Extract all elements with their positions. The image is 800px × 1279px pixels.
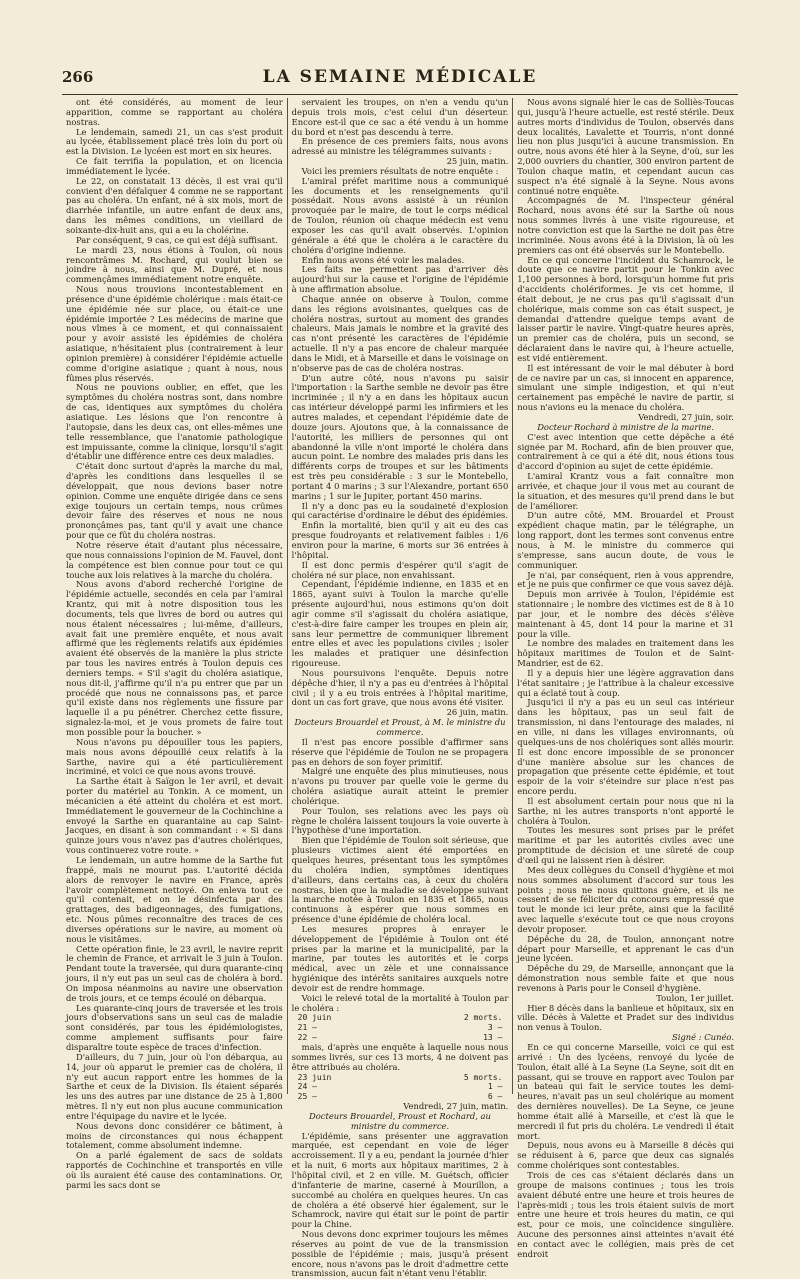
table-cell-date: 22 —	[297, 1033, 317, 1043]
paragraph: Les faits ne permettent pas d'arriver dès aujourd'hui sur la cause et l'origine de l'épidémie à une affirmation absolue.	[291, 264, 509, 295]
paragraph: Trois de ces cas s'étaient déclarés dans un groupe de maisons continues ; tous les trois avaient débuté entre une heure et trois heures de l'après-midi ; tous les trois étaient suivis de mort entre une heure et trois heures du matin, ce qui est, pour ce mois, une coïncidence singulière. Aucune des personnes ainsi atteintes n'avait été en contact avec le collégien, mais près de cet endroit	[517, 1169, 734, 1259]
table-cell-date: 25 —	[297, 1092, 317, 1102]
paragraph: Nous avons d'abord recherché l'origine de l'épidémie actuelle, secondés en cela par l'amiral Krantz, qui mit à notre disposition tous les documents, tels que livres de bord ou autres qui nous étaient nécessaires ; lui-même, d'ailleurs, avait fait une première enquête, et nous avait affirmé que les règlements relatifs aux épidémies avaient été observés de la manière la plus stricte par tous les navires entrés à Toulon depuis ces derniers temps. « S'il s'agit du choléra asiatique, nous dit-il, j'affirme qu'il n'a pu entrer que par un procédé que nous ne connaissons pas, et parce qu'il existe dans nos règlements une fissure par laquelle il a pu pénétrer. Cherchez cette fissure, signalez-la-moi, et je vous promets de faire tout mon possible pour la boucher. »	[66, 579, 283, 737]
paragraph: D'un autre côté, MM. Brouardel et Proust expédient chaque matin, par le télégraphe, un long rapport, dont les termes sont convenus entre nous, à M. le ministre du commerce qui s'empresse, sans aucun doute, de vous le communiquer.	[517, 510, 734, 570]
paragraph: La Sarthe était à Saïgon le 1er avril, et devait porter du matériel au Tonkin. A ce moment, un mécanicien a été atteint du choléra et est mort. Immédiatement le gouverneur de la Cochinchine a envoyé la Sarthe en quarantaine au cap Saint-Jacques, en disant à son commandant : « Si dans quinze jours vous n'avez pas d'autres cholériques, vous continuerez votre route. »	[66, 776, 283, 856]
paragraph: Il n'est pas encore possible d'affirmer sans réserve que l'épidémie de Toulon ne se propagera pas en dehors de son foyer primitif.	[291, 736, 509, 767]
table-row	[292, 1073, 509, 1083]
paragraph: Accompagnés de M. l'inspecteur général Rochard, nous avons été sur la Sarthe où nous nous sommes livrés à une visite rigoureuse, et notre conviction est que la Sarthe ne doit pas être incriminée. Nous avons été à la Division, là où les premiers cas ont été observés sur le Montebello.	[517, 195, 734, 255]
header-rule	[62, 94, 738, 95]
paragraph: Nous ne pouvions oublier, en effet, que les symptômes du choléra nostras sont, dans nombre de cas, identiques aux symptômes du choléra asiatique. Les lésions que l'on rencontre à l'autopsie, dans les deux cas, ont elles-mêmes une telle ressemblance, que l'anatomie pathologique est impuissante, comme la clinique, lorsqu'il s'agit d'établir une différence entre ces deux maladies.	[66, 382, 283, 462]
paragraph: Dépêche du 28, de Toulon, annonçant notre départ pour Marseille, et apprenant le cas d'un jeune lycéen.	[517, 933, 734, 964]
paragraph: Le mardi 23, nous étions à Toulon, où nous rencontrâmes M. Rochard, qui voulut bien se joindre à nous, ainsi que M. Dupré, et nous commençâmes immédiatement notre enquête.	[66, 244, 283, 285]
signature: Signé : Cunéo.	[672, 1032, 734, 1043]
paragraph: Il est donc permis d'espérer qu'il s'agit de choléra né sur place, non envahissant.	[291, 559, 509, 580]
dispatch-heading: Docteurs Brouardel et Proust, à M. le ministre du commerce.	[294, 717, 506, 737]
paragraph: Nous nous trouvions incontestablement en présence d'une épidémie cholérique : mais était-ce une épidémie née sur place, ou était-ce une épidémie importée ? Les médecins de marine que nous vîmes à ce moment, et qui connaissaient pour y avoir assisté les épidémies de choléra asiatique, n'hésitaient plus (contrairement à leur opinion première) à considérer l'épidémie actuelle comme d'origine asiatique ; quant à nous, nous fûmes plus réservés.	[66, 284, 283, 383]
paragraph: Nous devons donc considérer ce bâtiment, à moins de circonstances qui nous échappent totalement, comme absolument indemne.	[66, 1120, 283, 1151]
paragraph: Mes deux collègues du Conseil d'hygiène et moi nous sommes absolument d'accord sur tous les points ; nous ne nous quittons guère, et ils ne cessent de se féliciter du concours empressé que tout le monde ici leur prête, ainsi que la facilité avec laquelle s'exécute tout ce que nous croyons devoir proposer.	[517, 864, 734, 934]
paragraph: Nous devons donc exprimer toujours les mêmes réserves au point de vue de la transmission possible de l'épidémie ; mais, jusqu'à présent encore, nous n'avons pas le droit d'admettre cette transmission, aucun fait n'étant venu l'établir.	[291, 1229, 509, 1279]
paragraph: Hier 8 décès dans la banlieue et hôpitaux, six en ville. Décès à Valette et Pradet sur des individus non venus à Toulon.	[517, 1002, 734, 1033]
dispatch-date: Vendredi, 27 juin, matin.	[403, 1101, 509, 1112]
paragraph: mais, d'après une enquête à laquelle nous nous sommes livrés, sur ces 13 morts, 4 ne doivent pas être attribués au choléra.	[291, 1042, 509, 1072]
paragraph: Ce fait terrifia la population, et on licencia immédiatement le lycée.	[66, 156, 283, 176]
table-cell-count: 1 —	[487, 1082, 503, 1092]
paragraph: Cette opération finie, le 23 avril, le navire reprit le chemin de France, et arrivait le 3 juin à Toulon. Pendant toute la traversée, qui dura quarante-cinq jours, il n'y eut pas un seul cas de choléra à bord. On imposa néanmoins au navire une observation de trois jours, et ce temps écoulé on débarqua.	[66, 943, 283, 1003]
table-row	[292, 1013, 509, 1023]
paragraph: Toutes les mesures sont prises par le préfet maritime et par les autorités civiles avec une promptitude de décision et une sûreté de coup d'œil qui ne laissent rien à désirer.	[517, 825, 734, 865]
article-columns	[62, 97, 738, 1279]
paragraph: Les mesures propres à enrayer le développement de l'épidémie à Toulon ont été prises par la marine et la municipalité, par la marine, par toutes les autorités et le corps médical, avec un zèle et une connaissance hygiénique des intérêts sanitaires auxquels notre devoir est de rendre hommage.	[291, 923, 509, 993]
paragraph: L'épidémie, sans présenter une aggravation marquée, est cependant en voie de léger accroissement. Il y a eu, pendant la journée d'hier et la nuit, 6 morts aux hôpitaux maritimes, 2 à l'hôpital civil, et 2 en ville. M. Guétsch, officier d'infanterie de marine, caserné à Mourillon, a succombé au choléra en quelques heures. Un cas de choléra a été observé hier également, sur le Schamrock, navire qui était sur le point de partir pour la Chine.	[291, 1130, 509, 1230]
paragraph: Nous n'avons pu dépouiller tous les papiers, mais nous avons dépouillé ceux relatifs à la Sarthe, navire qui a été particulièrement incriminé, et voici ce que nous avons trouvé.	[66, 736, 283, 777]
paragraph: C'était donc surtout d'après la marche du mal, d'après les conditions dans lesquelles il se développait, que nous devions baser notre opinion. Comme une enquête dirigée dans ce sens exige toujours un certain temps, nous crûmes devoir faire des réserves et nous ne nous prononçâmes pas, tant qu'il y avait une chance pour que ce fût du choléra nostras.	[66, 461, 283, 541]
paragraph: Le lendemain, un autre homme de la Sarthe fut frappé, mais ne mourut pas. L'autorité décida alors de renvoyer le navire en France, après l'avoir complètement nettoyé. On enleva tout ce qu'il contenait, et on le désinfecta par des grattages, des badigeonnages, des fumigations, etc. Nous pûmes reconnaître des traces de ces diverses opérations sur le navire, au moment où nous le visitâmes.	[66, 854, 283, 944]
paragraph: L'amiral Krantz vous a fait connaître mon arrivée, et chaque jour il vous met au courant de la situation, et des mesures qu'il prend dans le but de l'améliorer.	[517, 471, 734, 511]
table-cell-count: 2 morts.	[463, 1013, 503, 1023]
paragraph: Le nombre des malades en traitement dans les hôpitaux maritimes de Toulon et de Saint-Mandrier, est de 62.	[517, 638, 734, 669]
paragraph: En présence de ces premiers faits, nous avons adressé au ministre les télégrammes suivants :	[291, 136, 509, 157]
paragraph: Pour Toulon, ses relations avec les pays où règne le choléra laissent toujours la voie ouverte à l'hypothèse d'une importation.	[291, 805, 509, 836]
paragraph: Enfin nous avons été voir les malades.	[301, 254, 465, 265]
table-cell-count: 6 —	[487, 1092, 503, 1102]
dispatch-date: Vendredi, 27 juin, soir.	[638, 412, 734, 422]
paragraph: D'un autre côté, nous n'avons pu saisir l'importation : la Sarthe semble ne devoir pas être incriminée ; il n'y a en dans les hôpitaux aucun cas intérieur développé parmi les infirmiers et les autres malades, et cependant l'épidémie date de douze jours. Ajoutons que, à la connaissance de l'autorité, les milliers de personnes qui ont abandonné la ville n'ont importé le choléra dans aucun point. Le nombre des malades pris dans les différents corps de troupes et sur les bâtiments est très peu considérable : 3 sur le Montebello, portant 4 0 marins ; 3 sur l'Alexandre, portant 650 marins ; 1 sur le Jupiter, portant 450 marins.	[291, 372, 509, 501]
paragraph: Le lendemain, samedi 21, un cas s'est produit au lycée, établissement placé très loin du port où est la Division. Le lycéen est mort en six heures.	[66, 126, 283, 157]
paragraph: Nous avons signalé hier le cas de Solliès-Toucas qui, jusqu'à l'heure actuelle, est resté stérile. Deux autres morts d'individus de Toulon, observés dans deux localités, Lavalette et Tourris, n'ont donné lieu non plus jusqu'ici à aucune transmission. En outre, nous avons été hier à la Seyne, d'où, sur les 2,000 ouvriers du chantier, 300 environ partent de Toulon chaque matin, et cependant aucun cas suspect n'a été signalé à la Seyne. Nous avons continué notre enquête.	[517, 97, 734, 196]
paragraph: Enfin la mortalité, bien qu'il y ait eu des cas presque foudroyants et relativement faibles : 1/6 environ pour la marine, 6 morts sur 36 entrées à l'hôpital.	[291, 520, 509, 560]
table-cell-count: 5 morts.	[463, 1072, 503, 1082]
dispatch-date: 26 juin, matin.	[446, 707, 509, 718]
paragraph: Les quarante-cinq jours de traversée et les trois jours d'observations sans un seul cas de maladie sont considérés, par tous les épidémiologistes, comme amplement suffisants pour faire disparaître toute espèce de traces d'infection.	[66, 1002, 283, 1052]
paragraph: Chaque année on observe à Toulon, comme dans les régions avoisinantes, quelques cas de choléra nostras, surtout au moment des grandes chaleurs. Mais jamais le nombre et la gravité des cas n'ont présenté les caractères de l'épidémie actuelle. Il n'y a pas encore de chaleur marquée dans le Midi, et à Marseille et dans le voisinage on n'observe pas de cas de choléra nostras.	[291, 293, 509, 373]
paragraph: Malgré une enquête des plus minutieuses, nous n'avons pu trouver par quelle voie le germe du choléra asiatique aurait atteint le premier cholérique.	[291, 766, 509, 806]
table-cell-date: 20 juin	[297, 1013, 332, 1023]
paragraph: Jusqu'ici il n'y a pas eu un seul cas intérieur dans les hôpitaux, pas un seul fait de transmission, ni dans l'entourage des malades, ni en ville, ni dans les villages environnants, où quelques-uns de nos cholériques sont allés mourir. Il est donc encore impossible de se prononcer d'une manière absolue sur les chances de propagation que présente cette épidémie, et tout espoir de la voir s'éteindre sur place n'est pas encore perdu.	[517, 697, 734, 797]
column-3	[513, 97, 738, 1259]
paragraph: Bien que l'épidémie de Toulon soit sérieuse, que plusieurs victimes aient été emportées en quelques heures, présentant tous les symptômes du choléra indien, symptômes identiques d'ailleurs, dans certains cas, à ceux du choléra nostras, bien que la maladie se développe suivant la marche notée à Toulon en 1835 et 1865, nous continuons à espérer que nous sommes en présence d'une épidémie de choléra local.	[291, 835, 509, 925]
paragraph: Cependant, l'épidémie indienne, en 1835 et en 1865, ayant suivi à Toulon la marche qu'elle présente aujourd'hui, nous estimons qu'on doit agir comme s'il s'agissait du choléra asiatique, c'est-à-dire faire camper les troupes en plein air, sans leur permettre de communiquer librement entre elles et avec les populations civiles ; isoler les malades et pratiquer une désinfection rigoureuse.	[291, 579, 509, 669]
table-row	[292, 1082, 509, 1092]
table-cell-count: 13 —	[483, 1033, 503, 1043]
dispatch-heading: Docteur Rochard à ministre de la marine.	[537, 421, 715, 432]
page-number: 266	[62, 68, 94, 86]
column-2	[288, 97, 513, 1279]
journal-title: LA SEMAINE MÉDICALE	[262, 67, 538, 87]
paragraph: On a parlé également de sacs de soldats rapportés de Cochinchine et transportés en ville où ils auraient été cause des contaminations. Or, parmi les sacs dont se	[66, 1150, 283, 1190]
paragraph: Depuis, nous avons eu à Marseille 8 décès qui se réduisent à 6, parce que deux cas signalés comme cholériques sont contestables.	[517, 1140, 734, 1171]
paragraph: C'est avec intention que cette dépêche a été signée par M. Rochard, afin de bien prouver que, contrairement à ce qui a été dit, nous étions tous d'accord d'opinion au sujet de cette épidémie.	[517, 431, 734, 472]
paragraph: Notre réserve était d'autant plus nécessaire, que nous connaissions l'opinion de M. Fauvel, dont la compétence est bien connue pour tout ce qui touche aux lois relatives à la marche du choléra.	[66, 539, 283, 580]
table-cell-date: 23 juin	[297, 1072, 332, 1082]
paragraph: Par conséquent, 9 cas, ce qui est déjà suffisant.	[76, 234, 278, 245]
page-header	[62, 66, 738, 88]
paragraph: D'ailleurs, du 7 juin, jour où l'on débarqua, au 14, jour où apparut le premier cas de choléra, il n'y eut aucun rapport entre les hommes de la Sarthe et ceux de la Division. Ils étaient séparés les uns des autres par une distance de 25 à 1,800 mètres. Il n'y eut non plus aucune communication entre l'équipage du navire et le lycée.	[66, 1051, 283, 1121]
paragraph: Il n'y a donc pas eu la soudaineté d'explosion qui caractérise d'ordinaire le début des épidémies.	[291, 500, 509, 521]
paragraph: En ce qui concerne Marseille, voici ce qui est arrivé : Un des lycéens, renvoyé du lycée de Toulon, était allé à La Seyne (La Seyne, soit dit en passant, qui se trouve en rapport avec Toulon par un bateau qui fait le service toutes les demi-heures, n'avait pas un seul cholérique au moment des dernières nouvelles). De La Seyne, ce jeune homme était allé à Marseille, et c'est là que le mercredi il fut pris du choléra. Le vendredi il était mort.	[517, 1042, 734, 1141]
paragraph: Je n'ai, par conséquent, rien à vous apprendre, et je ne puis que confirmer ce que vous savez déjà.	[517, 569, 734, 590]
dispatch-date: 25 juin, matin.	[446, 156, 509, 167]
paragraph: Voici le relevé total de la mortalité à Toulon par le choléra :	[291, 992, 509, 1013]
paragraph: Il est absolument certain pour nous que ni la Sarthe, ni les autres transports n'ont apporté le choléra à Toulon.	[517, 795, 734, 826]
paragraph: En ce qui concerne l'incident du Schamrock, le doute que ce navire partit pour le Tonkin avec 1,100 personnes à bord, lorsqu'un homme fut pris d'accidents cholériformes. Je vis cet homme, il était debout, je ne crus pas qu'il s'agissait d'un cholérique, mais comme son cas était suspect, je demandai d'attendre quelque temps avant de laisser partir le navire. Vingt-quatre heures après, un premier cas de choléra, puis un second, se déclaraient dans le navire qui, à l'heure actuelle, est vidé entièrement.	[517, 254, 734, 363]
dispatch-date: Toulon, 1er juillet.	[656, 992, 734, 1003]
paragraph: Le 22, on constatait 13 décès, il est vrai qu'il convient d'en défalquer 4 comme ne se rapportant pas au choléra. Un enfant, né à six mois, mort de diarrhée infantile, un autre enfant de deux ans, dans les mêmes conditions, un vieillard de soixante-dix-huit ans, qui a eu la cholérine.	[66, 175, 283, 235]
column-1	[62, 97, 287, 1190]
paragraph: L'amiral préfet maritime nous a communiqué les documents et les renseignements qu'il possédait. Nous avons assisté à un réunion provoquée par le maire, de tout le corps médical de Toulon, réunion où chaque médecin est venu exposer les cas qu'il avait observés. L'opinion générale a été que le choléra a le caractère du choléra d'origine indienne.	[291, 175, 509, 255]
paragraph: Il y a depuis hier une légère aggravation dans l'état sanitaire ; je l'attribue à la chaleur excessive qui a éclaté tout à coup.	[517, 667, 734, 698]
table-cell-date: 21 —	[297, 1023, 317, 1033]
paragraph: Nous poursuivons l'enquête. Depuis notre dépêche d'hier, il n'y a pas eu d'entrées à l'hôpital civil ; il y a eu trois entrées à l'hôpital maritime, dont un cas fort grave, que nous avons été visiter.	[291, 667, 509, 708]
paragraph: Dépêche du 29, de Marseille, annonçant que la démonstration nous semble faite et que nous revenons à Paris pour le Conseil d'hygiène.	[517, 963, 734, 993]
mortality-table	[292, 1013, 509, 1043]
mortality-table	[292, 1073, 509, 1103]
paragraph: Il est intéressant de voir le mal débuter à bord de ce navire par un cas, si innocent en apparence, simulant une simple indigestion, et qui n'eut certainement pas empêché le navire de partir, si nous n'avions eu la menace du choléra.	[517, 362, 734, 413]
paragraph: ont été considérés, au moment de leur apparition, comme se rapportant au choléra nostras.	[66, 97, 283, 127]
table-cell-count: 3 —	[487, 1023, 503, 1033]
paragraph: Depuis mon arrivée à Toulon, l'épidémie est stationnaire ; le nombre des victimes est de 8 à 10 par jour, et le nombre des décès s'élève maintenant à 45, dont 14 pour la marine et 31 pour la ville.	[517, 589, 734, 639]
paragraph: servaient les troupes, on n'en a vendu qu'un depuis trois mois, c'est celui d'un déserteur. Encore est-il que ce sac a été vendu à un homme du bord et n'est pas descendu à terre.	[291, 97, 509, 137]
dispatch-heading: Docteurs Brouardel, Proust et Rochard, au ministre du commerce.	[309, 1110, 491, 1131]
table-cell-date: 24 —	[297, 1082, 317, 1092]
table-row	[292, 1023, 509, 1033]
paragraph: Voici les premiers résultats de notre enquête :	[301, 165, 499, 176]
